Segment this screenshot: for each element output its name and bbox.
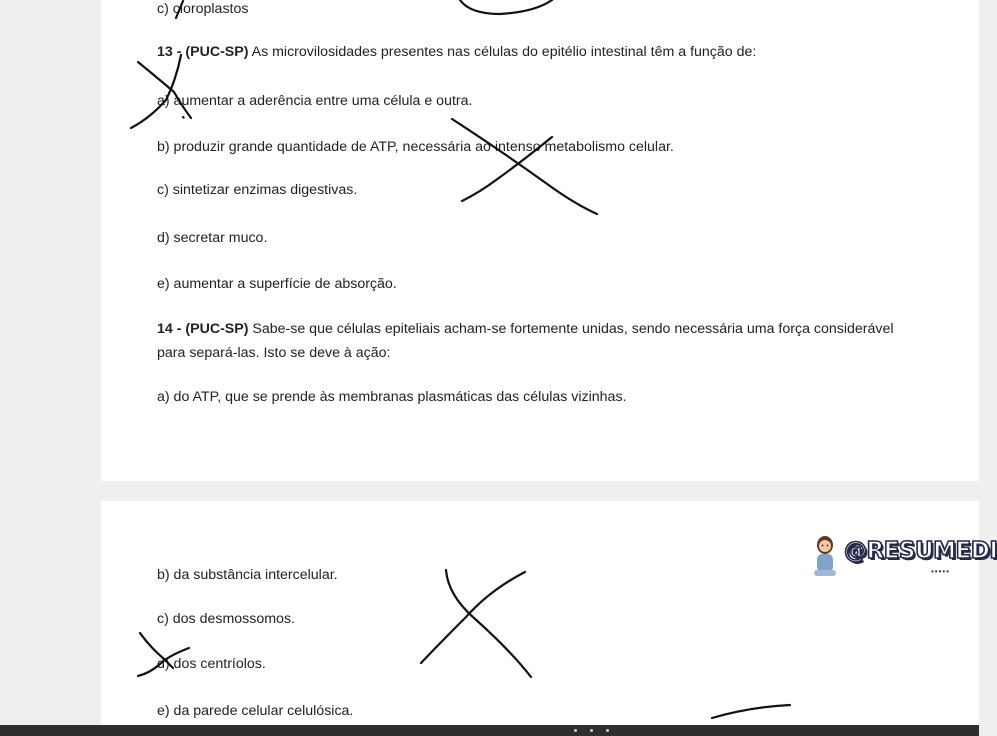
q14-question-line1: [157, 320, 894, 338]
resumedi-watermark: [808, 532, 997, 582]
page-indicator[interactable]: [572, 727, 612, 735]
q14-option-a: a) do ATP, que se prende às membranas plasmáticas das células vizinhas.: [157, 389, 627, 405]
q14-option-d: d) dos centríolos.: [157, 656, 266, 672]
q13-option-a: a) aumentar a aderência entre uma célula e outra.: [157, 93, 473, 109]
window-corner: [0, 705, 22, 727]
q14-option-b: b) da substância intercelular.: [157, 567, 338, 583]
q13-number: 13 - (PUC-SP): [157, 44, 249, 60]
q13-question: [157, 43, 756, 61]
girl-avatar-icon: [808, 532, 842, 582]
q13-stem: As microvilosidades presentes nas células do epitélio intestinal têm a função de:: [248, 44, 757, 60]
page-dot-1[interactable]: [574, 729, 577, 732]
q13-option-e: e) aumentar a superfície de absorção.: [157, 276, 397, 292]
q14-number: 14 - (PUC-SP): [157, 321, 249, 337]
q14-option-e: e) da parede celular celulósica.: [157, 703, 354, 719]
watermark-handle: @RESUMEDI: [844, 538, 997, 564]
q13-option-b: b) produzir grande quantidade de ATP, necessária ao intenso metabolismo celular.: [157, 139, 674, 155]
q14-option-c: c) dos desmossomos.: [157, 611, 295, 627]
q12-option-c: c) cloroplastos: [157, 1, 249, 17]
bottom-bar: [0, 725, 979, 736]
q13-option-c: c) sintetizar enzimas digestivas.: [157, 182, 358, 198]
page-dot-2[interactable]: [590, 729, 593, 732]
q13-option-d: d) secretar muco.: [157, 230, 268, 246]
watermark-dots-decoration: •••••: [931, 567, 951, 576]
q14-question-line2: para separá-las. Isto se deve à ação:: [157, 345, 391, 361]
q14-stem-line1: Sabe-se que células epiteliais acham-se fortemente unidas, sendo necessária uma força considerável: [248, 321, 894, 337]
page-dot-3[interactable]: [606, 729, 609, 732]
